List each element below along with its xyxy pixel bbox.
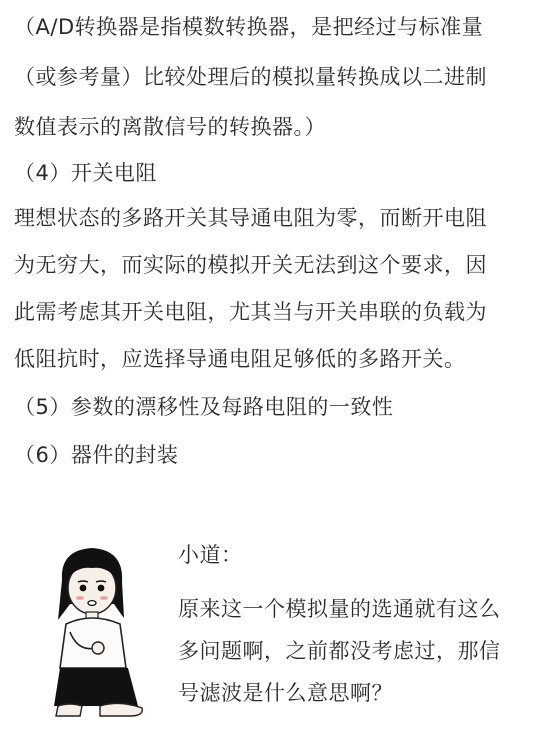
- text-line-7: 此需考虑其开关电阻，尤其当与开关串联的负载为: [14, 300, 487, 324]
- cartoon-girl-icon: [40, 540, 175, 725]
- dialogue-speaker: 小道：: [178, 543, 243, 567]
- text-line-8: 低阻抗时，应选择导通电阻足够低的多路开关。: [14, 347, 466, 371]
- text-line-5: 理想状态的多路开关其导通电阻为零，而断开电阻: [14, 206, 487, 230]
- dialogue-line-1: 原来这一个模拟量的选通就有这么: [178, 597, 501, 621]
- text-line-6: 为无穷大，而实际的模拟开关无法到这个要求，因: [14, 253, 487, 277]
- section-heading-drift: （5）参数的漂移性及每路电阻的一致性: [14, 395, 394, 419]
- text-line-2: （或参考量）比较处理后的模拟量转换成以二进制: [14, 65, 487, 89]
- section-heading-package: （6）器件的封装: [14, 443, 179, 467]
- section-heading-switch-resistance: （4）开关电阻: [14, 161, 157, 185]
- text-line-1: （A/D转换器是指模数转换器，是把经过与标准量: [14, 15, 484, 39]
- dialogue-line-3: 号滤波是什么意思啊？: [178, 681, 393, 705]
- dialogue-line-2: 多问题啊，之前都没考虑过，那信: [178, 639, 501, 663]
- text-line-3: 数值表示的离散信号的转换器。）: [14, 115, 326, 139]
